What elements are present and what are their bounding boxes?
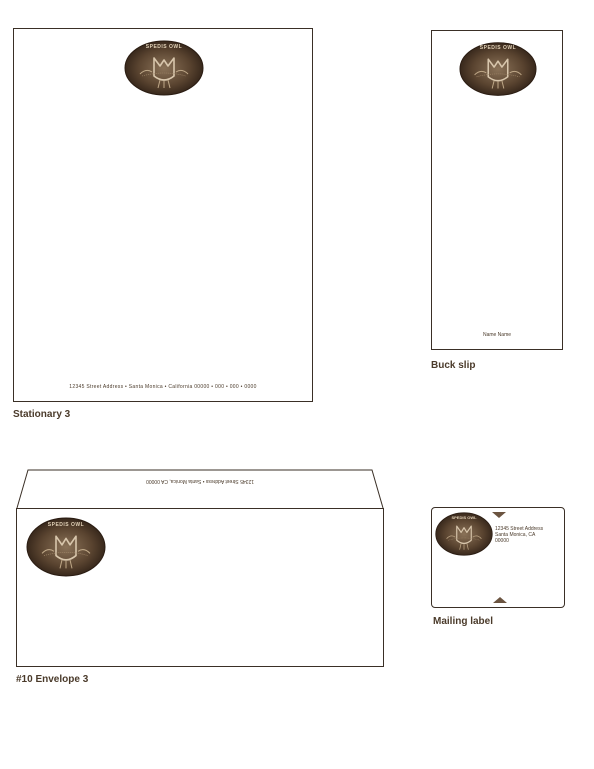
logo-text: SPEDIS OWL <box>145 44 183 50</box>
stationery-caption: Stationary 3 <box>13 409 71 420</box>
owl-logo-icon <box>435 512 493 556</box>
mailing-label-caption: Mailing label <box>433 616 494 627</box>
logo-text: SPEDIS OWL <box>47 522 85 528</box>
envelope-caption: #10 Envelope 3 <box>16 674 89 685</box>
owl-logo-icon <box>459 41 537 97</box>
buck-slip-name: Name Name <box>482 332 512 338</box>
logo-text: SPEDIS OWL <box>479 45 517 51</box>
mailing-label-sheet <box>431 507 565 608</box>
top-notch-icon <box>492 512 506 518</box>
label-address-line2: Santa Monica, CA <box>495 532 536 538</box>
stationery-footer: 12345 Street Address • Santa Monica • California 00000 • 000 • 000 • 0000 <box>69 384 257 390</box>
envelope-flap-text: 12345 Street Address • Santa Monica, CA 00000 <box>146 478 254 484</box>
owl-logo-icon <box>124 40 204 96</box>
label-address-line3: 00000 <box>495 538 509 544</box>
buck-slip-sheet <box>431 30 563 350</box>
owl-logo-icon <box>26 517 106 577</box>
label-address-line1: 12345 Street Address <box>495 526 544 532</box>
envelope-sheet <box>16 508 384 667</box>
logo-text: SPEDIS OWL <box>451 515 477 520</box>
stationery-sheet <box>13 28 313 402</box>
buck-slip-caption: Buck slip <box>431 360 476 371</box>
bottom-notch-icon <box>493 597 507 603</box>
envelope-flap <box>16 469 384 509</box>
